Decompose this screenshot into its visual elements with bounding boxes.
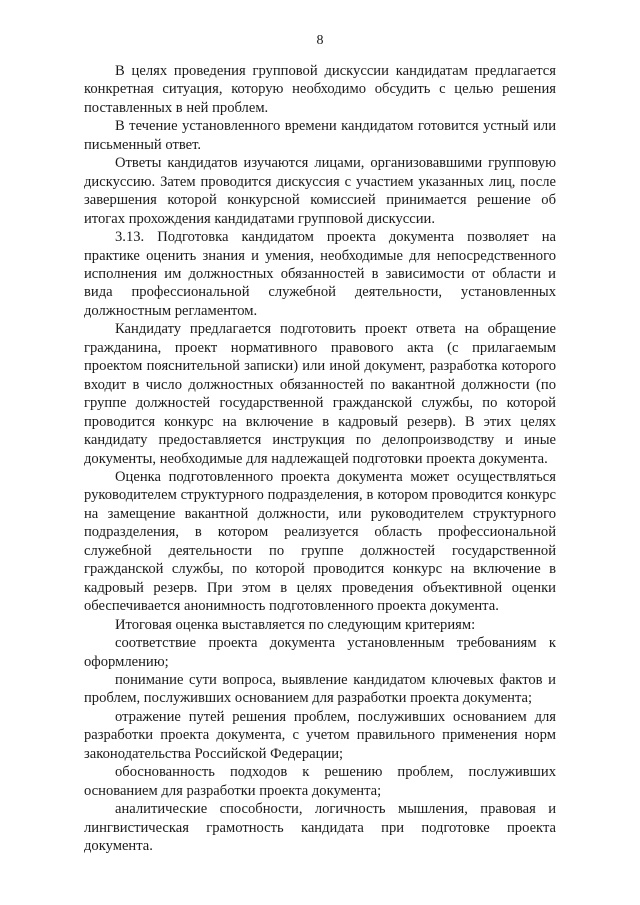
paragraph-group-discussion-situation: В целях проведения групповой дискуссии кандидатам предлагается конкретная ситуация, которую необходимо обсудить с целью решения поставленных в ней проблем.	[84, 63, 556, 116]
criterion-analytical-skills: аналитические способности, логичность мышления, правовая и лингвистическая грамотность кандидата при подготовке проекта документа.	[84, 801, 556, 855]
criterion-solutions: отражение путей решения проблем, послуживших основанием для разработки проекта документа, с учетом правильного применения норм законодательства Российской Федерации;	[84, 708, 556, 762]
paragraph-document-evaluation: Оценка подготовленного проекта документа может осуществляться руководителем структурного подразделения, в котором проводится конкурс на замещение вакантной должности, или руководителем структурного подразделения, в котором реализуется область профессиональной служебной деятельности по группе должностей государственной гражданской службы, по которой проводится конкурс на включение в кадровый резерв. При этом в целях проведения объективной оценки обеспечивается анонимность подготовленного проекта документа.	[84, 468, 556, 615]
criterion-justification: обоснованность подходов к решению проблем, послуживших основанием для разработки проекта документа;	[84, 764, 556, 799]
criterion-formatting: соответствие проекта документа установленным требованиям к оформлению;	[84, 635, 556, 670]
paragraph-criteria-intro: Итоговая оценка выставляется по следующим критериям:	[115, 616, 476, 633]
paragraph-answer-preparation: В течение установленного времени кандидатом готовится устный или письменный ответ.	[84, 118, 556, 153]
page-number: 8	[316, 33, 324, 48]
criterion-understanding: понимание сути вопроса, выявление кандидатом ключевых фактов и проблем, послуживших основанием для разработки проекта документа;	[84, 671, 556, 707]
document-body	[84, 62, 556, 855]
paragraph-document-assignment: Кандидату предлагается подготовить проект ответа на обращение гражданина, проект нормативного правового акта (с прилагаемым проектом пояснительной записки) или иной документ, разработка которого входит в число должностных обязанностей по вакантной должности (по группе должностей государственной гражданской службы, по которой проводится конкурс на включение в кадровый резерв). В этих целях кандидату предоставляется инструкция по делопроизводству и иные документы, необходимые для надлежащей подготовки проекта документа.	[84, 321, 556, 467]
paragraph-section-3-13: 3.13. Подготовка кандидатом проекта документа позволяет на практике оценить знания и умения, необходимые для непосредственного исполнения им должностных обязанностей в зависимости от области и вида профессиональной служебной деятельности, установленных должностным регламентом.	[84, 229, 556, 319]
paragraph-answers-review: Ответы кандидатов изучаются лицами, организовавшими групповую дискуссию. Затем проводится дискуссия с участием указанных лиц, после завершения которой конкурсной комиссией принимается решение об итогах прохождения кандидатами групповой дискуссии.	[84, 155, 556, 227]
